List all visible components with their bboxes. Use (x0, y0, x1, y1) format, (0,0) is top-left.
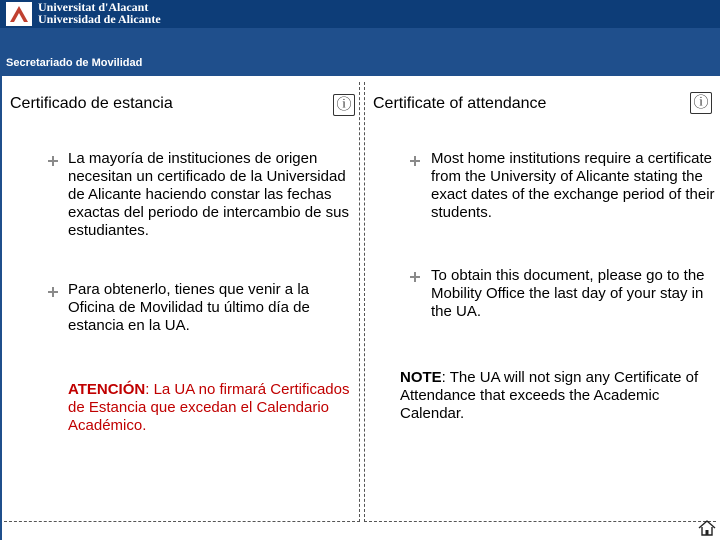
home-icon[interactable] (698, 520, 716, 536)
right-note-label: NOTE (400, 369, 442, 386)
info-icon[interactable]: ⓘ (333, 94, 355, 116)
right-note (400, 369, 700, 423)
right-title: Certificate of attendance (373, 95, 547, 112)
right-bullet-2: To obtain this document, please go to the Mobility Office the last day of your stay in the UA. (431, 267, 705, 320)
university-name-valencian: Universitat d'Alacant (38, 0, 149, 14)
department-name: Secretariado de Movilidad (6, 57, 143, 69)
bullet-icon (410, 156, 420, 166)
left-edge-divider (0, 76, 2, 540)
left-bullet-1: La mayoría de instituciones de origen necesitan un certificado de la Universidad de Alicante haciendo constar las fechas exactas del periodo de intercambio de sus estudiantes. (68, 150, 350, 239)
left-bullet-2: Para obtenerlo, tienes que venir a la Oficina de Movilidad tu último día de estancia en la UA. (68, 281, 310, 334)
header (0, 0, 720, 76)
left-title: Certificado de estancia (10, 95, 173, 112)
left-note (68, 381, 358, 435)
info-icon[interactable]: ⓘ (690, 92, 712, 114)
university-name-spanish: Universidad de Alicante (38, 12, 161, 26)
university-logo-icon (6, 2, 32, 26)
bullet-icon (48, 287, 58, 297)
left-note-label: ATENCIÓN (68, 381, 146, 398)
right-bullet-1: Most home institutions require a certificate from the University of Alicante stating the exact dates of the exchange period of their students. (431, 150, 715, 221)
bullet-icon (410, 272, 420, 282)
bullet-icon (48, 156, 58, 166)
left-note-text: : La UA no firmará Certificados de Estancia que excedan el Calendario Académico. (68, 381, 350, 434)
right-note-text: : The UA will not sign any Certificate of Attendance that exceeds the Academic Calendar. (400, 369, 699, 422)
